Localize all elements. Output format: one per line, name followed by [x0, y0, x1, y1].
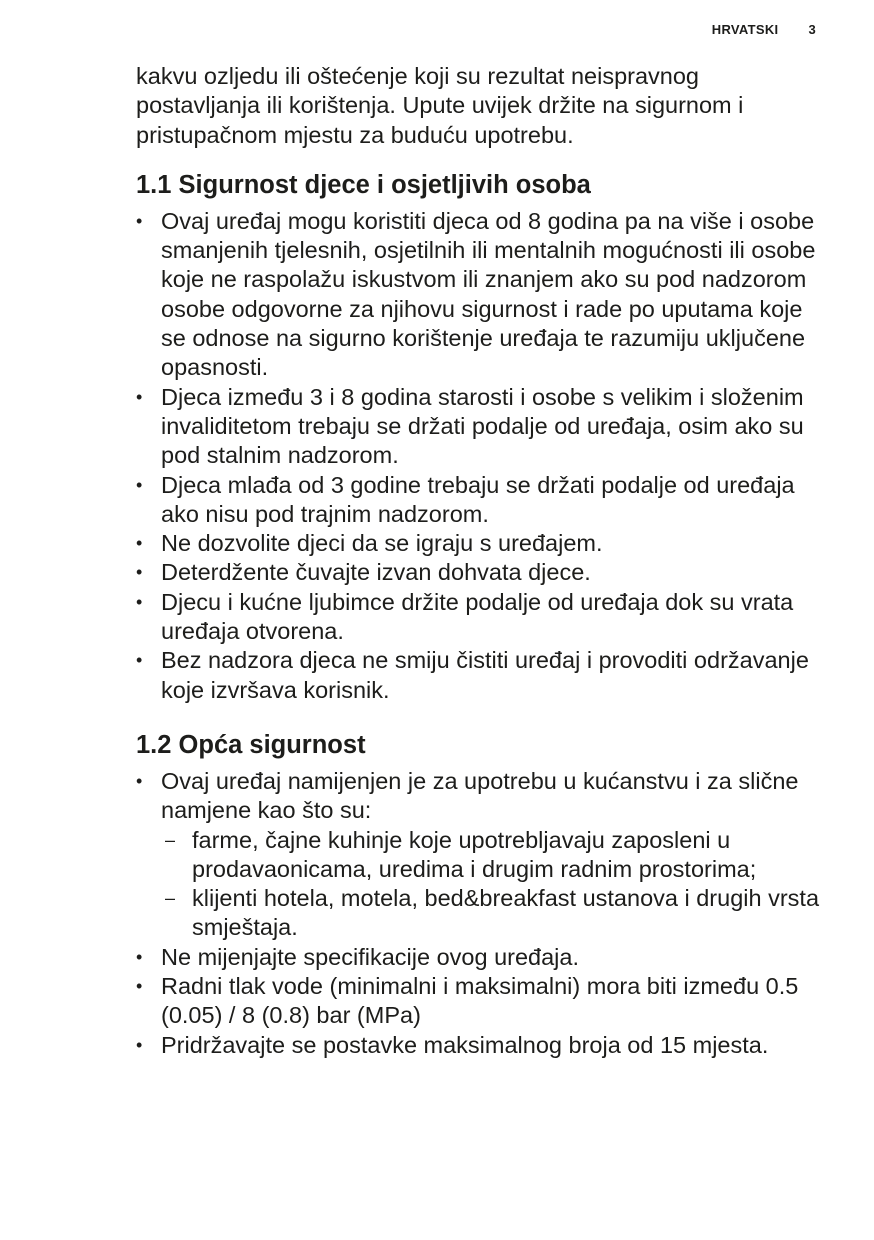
list-item-text: Djeca mlađa od 3 godine trebaju se držati podalje od uređaja ako nisu pod trajnim nadzorom.: [161, 471, 795, 527]
sub-list-item-text: klijenti hotela, motela, bed&breakfast ustanova i drugih vrsta smještaja.: [192, 885, 820, 941]
list-item: [136, 972, 826, 1031]
sub-list-item: [161, 826, 826, 885]
sub-list-item: [161, 884, 826, 943]
header-language: HRVATSKI: [711, 22, 779, 37]
sub-list-item-text: farme, čajne kuhinje koje upotrebljavaju zaposleni u prodavaonicama, uredima i drugim radnim prostorima;: [192, 826, 757, 882]
list-item-text: Ovaj uređaj mogu koristiti djeca od 8 godina pa na više i osobe smanjenih tjelesnih, osjetilnih ili mentalnih mogućnosti ili osobe koje ne raspolažu iskustvom ili znanjem ako su pod nadzorom osobe odgovorne za njihovu sigurnost i rade po uputama koje se odnose na sigurno korištenje uređaja te razumiju uključene opasnosti.: [161, 207, 816, 381]
bullet-marker: •: [136, 650, 143, 671]
list-item-text: Ne mijenjajte specifikacije ovog uređaja.: [161, 943, 579, 970]
bullet-marker: •: [136, 562, 143, 583]
list-item-text: Djeca između 3 i 8 godina starosti i osobe s velikim i složenim invaliditetom trebaju se držati podalje od uređaja, osim ako su pod stalnim nadzorom.: [161, 383, 804, 469]
bullet-marker: •: [136, 976, 143, 997]
bullet-marker: •: [136, 210, 143, 231]
general-safety-list: [136, 767, 826, 1060]
usage-sublist: [161, 826, 826, 943]
bullet-marker: •: [136, 474, 143, 495]
list-item: [136, 767, 826, 943]
bullet-marker: •: [136, 591, 143, 612]
intro-paragraph: kakvu ozljedu ili oštećenje koji su rezultat neispravnog postavljanja ili korištenja. Upute uvijek držite na sigurnom i pristupačnom mjestu za buduću upotrebu.: [136, 63, 744, 148]
list-item: [136, 558, 826, 587]
child-safety-list: [136, 207, 826, 705]
list-item-text: Ne dozvolite djeci da se igraju s uređajem.: [161, 530, 603, 557]
list-item: [136, 943, 826, 972]
list-item: [136, 1031, 826, 1060]
list-item: [136, 471, 826, 530]
list-item-text: Ovaj uređaj namijenjen je za upotrebu u kućanstvu i za slične namjene kao što su:: [161, 767, 799, 824]
list-item-text: Deterdžente čuvajte izvan dohvata djece.: [161, 559, 591, 586]
page-number: 3: [808, 22, 816, 37]
page-content: [136, 62, 826, 1060]
bullet-marker: •: [136, 770, 143, 791]
list-item: [136, 646, 826, 705]
bullet-marker: •: [136, 1034, 143, 1055]
bullet-marker: •: [136, 386, 143, 407]
section-heading-child-safety: 1.1 Sigurnost djece i osjetljivih osoba: [136, 170, 591, 199]
list-item: [136, 588, 826, 647]
list-item-text: Bez nadzora djeca ne smiju čistiti uređaj i provoditi održavanje koje izvršava korisnik.: [161, 647, 809, 703]
bullet-marker: •: [136, 533, 143, 554]
list-item-text: Pridržavajte se postavke maksimalnog broja od 15 mjesta.: [161, 1031, 769, 1058]
page-header: [712, 22, 816, 37]
bullet-marker: •: [136, 946, 143, 967]
list-item: [136, 383, 826, 471]
dash-marker: –: [165, 829, 176, 850]
list-item-text: Radni tlak vode (minimalni i maksimalni) mora biti između 0.5 (0.05) / 8 (0.8) bar (MPa): [161, 973, 799, 1029]
dash-marker: –: [165, 888, 176, 909]
list-item: [136, 529, 826, 558]
list-item-text: Djecu i kućne ljubimce držite podalje od uređaja dok su vrata uređaja otvorena.: [161, 588, 794, 645]
list-item: [136, 207, 826, 383]
section-heading-general-safety: 1.2 Opća sigurnost: [136, 730, 366, 759]
